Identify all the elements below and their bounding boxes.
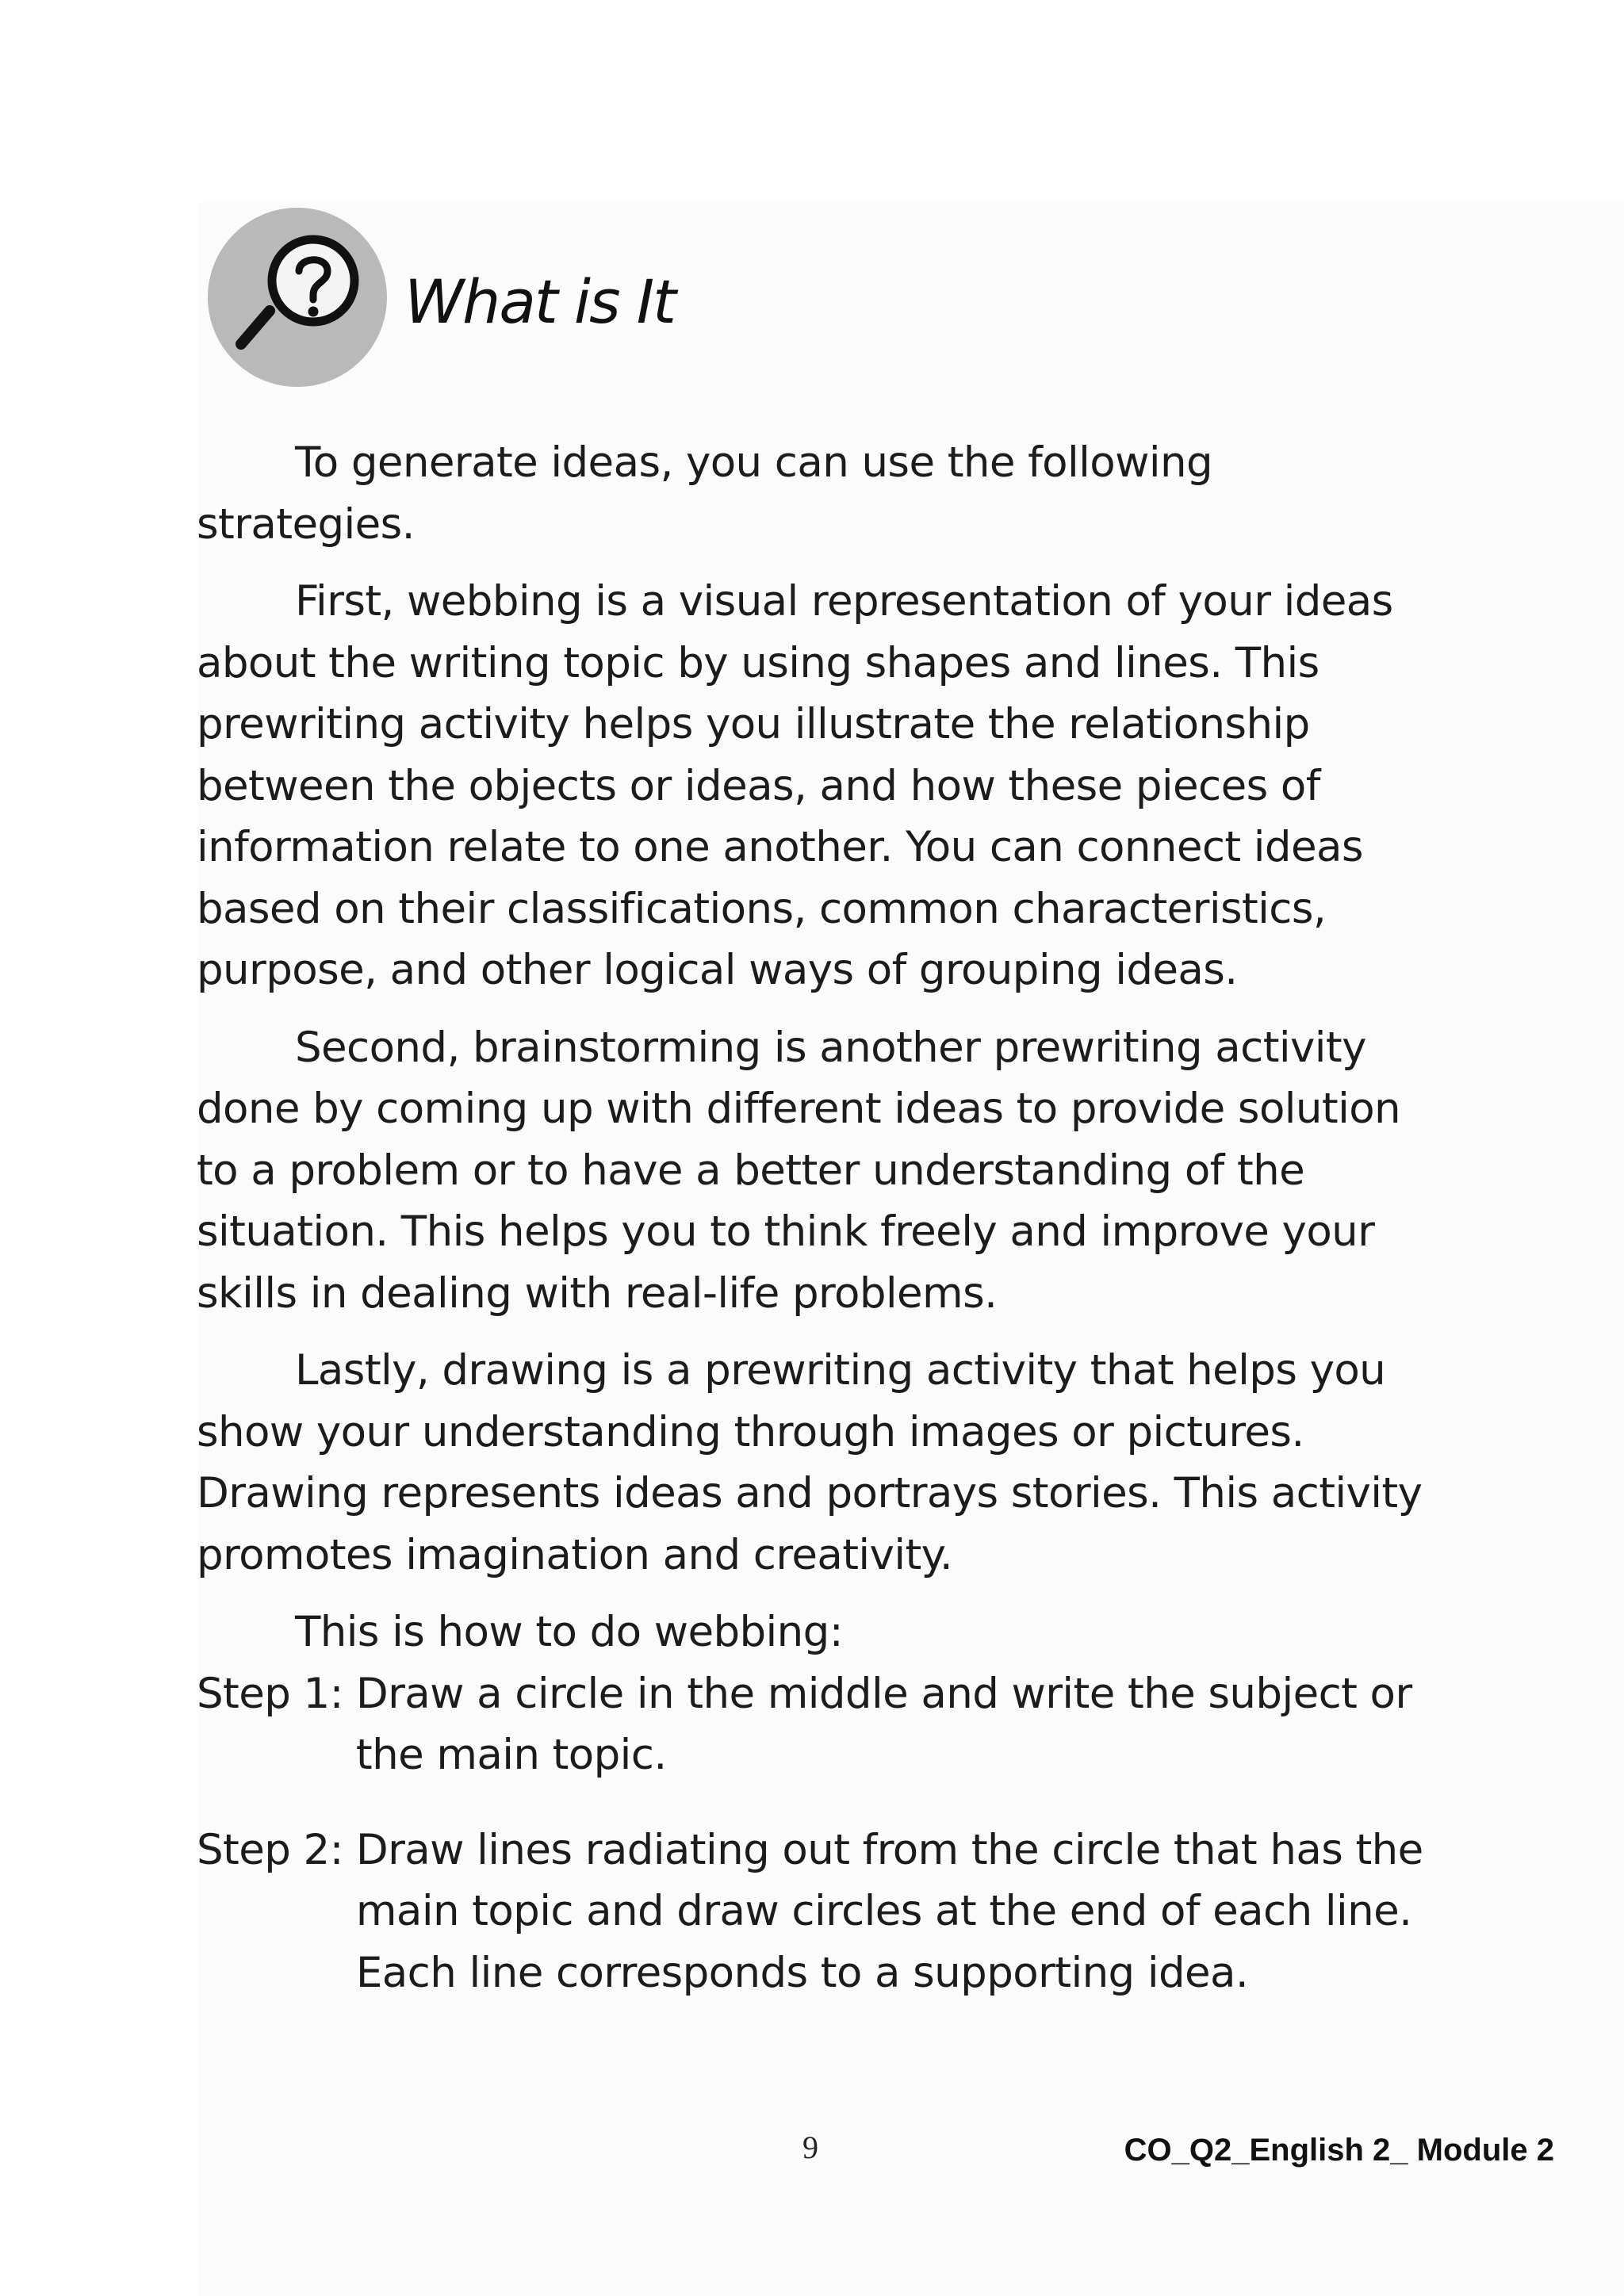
page-number: 9 [802, 2130, 818, 2165]
step-label: Step 1: [197, 1669, 343, 1718]
paragraph-webbing-howto: This is how to do webbing: [295, 1608, 843, 1656]
lesson-body [197, 432, 1442, 2003]
section-title: What is It [404, 266, 675, 337]
module-code: CO_Q2_English 2_ Module 2 [1124, 2133, 1554, 2168]
paragraph-brainstorming: Second, brainstorming is another prewriting activity done by coming up with different ideas to provide solution to a problem or to have a better understanding of the situation. This helps you to think freely and improve your skills in dealing with real-life problems. [197, 1023, 1401, 1318]
paragraph-drawing: Lastly, drawing is a prewriting activity that helps you show your understanding through images or pictures. Drawing represents ideas and portrays stories. This activity promotes imagination and creativity. [197, 1346, 1423, 1579]
paragraph-webbing: First, webbing is a visual representation of your ideas about the writing topic by using shapes and lines. This prewriting activity helps you illustrate the relationship between the objects or ideas, and how these pieces of information relate to one another. You can connect ideas based on their classifications, common characteristics, purpose, and other logical ways of grouping ideas. [197, 577, 1393, 994]
magnifier-question-icon [208, 208, 387, 387]
step-2 [197, 1820, 1442, 2004]
section-header [208, 208, 675, 387]
step-label: Step 2: [197, 1825, 343, 1874]
step-1 [197, 1663, 1442, 1786]
paragraph-intro: To generate ideas, you can use the following strategies. [197, 438, 1212, 549]
step-text: Draw a circle in the middle and write the subject or the main topic. [355, 1669, 1412, 1779]
step-text: Draw lines radiating out from the circle that has the main topic and draw circles at the end of each line. Each line corresponds to a supporting idea. [355, 1825, 1423, 1997]
